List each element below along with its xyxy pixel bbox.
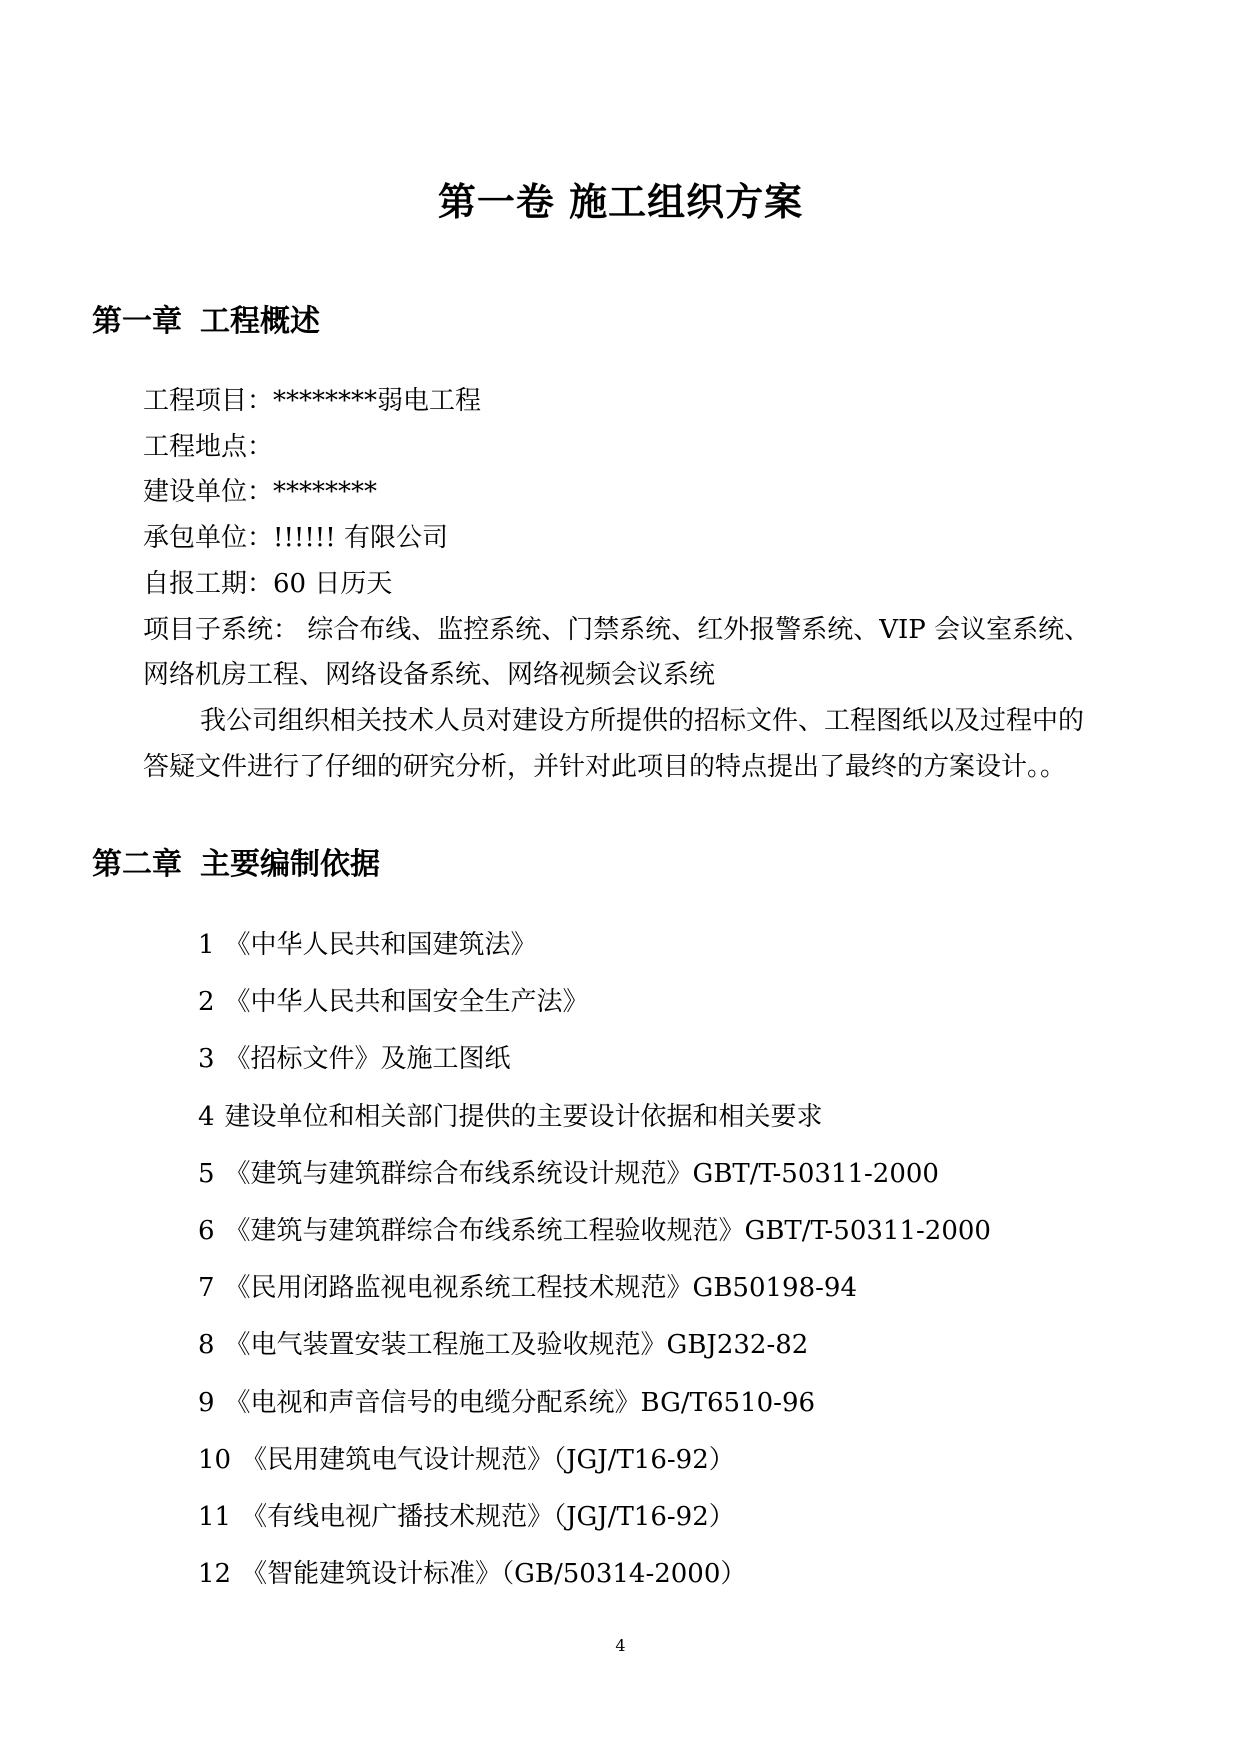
reference-text: 《电视和声音信号的电缆分配系统》BG/T6510-96 [224, 1387, 816, 1418]
reference-text: 《中华人民共和国建筑法》 [224, 930, 537, 960]
project-location-line: 工程地点： [143, 431, 274, 462]
chapter-2-heading [92, 845, 380, 885]
reference-item [198, 1203, 991, 1260]
reference-item [198, 1317, 991, 1374]
reference-text: 《电气装置安装工程施工及验收规范》GBJ232-82 [224, 1330, 809, 1361]
reference-text: 《中华人民共和国安全生产法》 [224, 987, 589, 1018]
reference-text: 建设单位和相关部门提供的主要设计依据和相关要求 [224, 1101, 823, 1132]
volume-title: 第一卷 施工组织方案 [437, 180, 804, 224]
chapter-1-title: 工程概述 [200, 304, 320, 339]
chapter-2-number: 第二章 [92, 847, 182, 882]
chapter-2-title: 主要编制依据 [200, 847, 380, 882]
reference-number: 4 [198, 1101, 215, 1132]
reference-text: 《招标文件》及施工图纸 [224, 1044, 511, 1075]
reference-number: 5 [198, 1158, 215, 1189]
reference-item [198, 1546, 991, 1603]
reference-number: 8 [198, 1330, 215, 1361]
reference-text: 《建筑与建筑群综合布线系统设计规范》GBT/T-50311-2000 [224, 1158, 939, 1189]
reference-item [198, 1031, 991, 1088]
reference-text: 《智能建筑设计标准》（GB/50314-2000） [241, 1559, 747, 1590]
reference-text: 《有线电视广播技术规范》（JGJ/T16-92） [241, 1502, 735, 1533]
reference-list [198, 917, 991, 1603]
reference-item [198, 917, 991, 974]
reference-item [198, 1260, 991, 1317]
reference-number: 3 [198, 1044, 215, 1075]
owner-line: 建设单位：******** [143, 477, 378, 508]
project-overview [143, 379, 1108, 790]
reference-item [198, 974, 991, 1031]
reference-number: 1 [198, 930, 215, 960]
page-number: 4 [615, 1636, 626, 1655]
reference-number: 10 [198, 1444, 232, 1475]
reference-text: 《民用闭路监视电视系统工程技术规范》GB50198-94 [224, 1273, 858, 1304]
duration-line: 自报工期：60 日历天 [143, 568, 393, 599]
reference-number: 2 [198, 987, 215, 1018]
reference-item [198, 1146, 991, 1203]
chapter-1-number: 第一章 [92, 304, 182, 339]
reference-number: 9 [198, 1387, 215, 1418]
overview-paragraph: 我公司组织相关技术人员对建设方所提供的招标文件、工程图纸以及过程中的答疑文件进行了仔细的研究分析，并针对此项目的特点提出了最终的方案设计。。 [143, 705, 1085, 782]
project-name-line: 工程项目：********弱电工程 [143, 386, 482, 416]
reference-number: 12 [198, 1559, 232, 1590]
reference-number: 11 [198, 1502, 232, 1533]
subsystems-line: 项目子系统： 综合布线、监控系统、门禁系统、红外报警系统、VIP 会议室系统、网络机房工程、网络设备系统、网络视频会议系统 [143, 614, 1091, 691]
reference-item [198, 1489, 991, 1546]
reference-number: 6 [198, 1216, 215, 1247]
reference-text: 《建筑与建筑群综合布线系统工程验收规范》GBT/T-50311-2000 [224, 1216, 991, 1247]
contractor-line: 承包单位：!!!!!! 有限公司 [143, 523, 448, 554]
reference-text: 《民用建筑电气设计规范》（JGJ/T16-92） [241, 1444, 735, 1475]
reference-item [198, 1375, 991, 1432]
reference-item [198, 1432, 991, 1489]
reference-number: 7 [198, 1273, 215, 1304]
chapter-1-heading [92, 302, 320, 342]
reference-item [198, 1089, 991, 1146]
